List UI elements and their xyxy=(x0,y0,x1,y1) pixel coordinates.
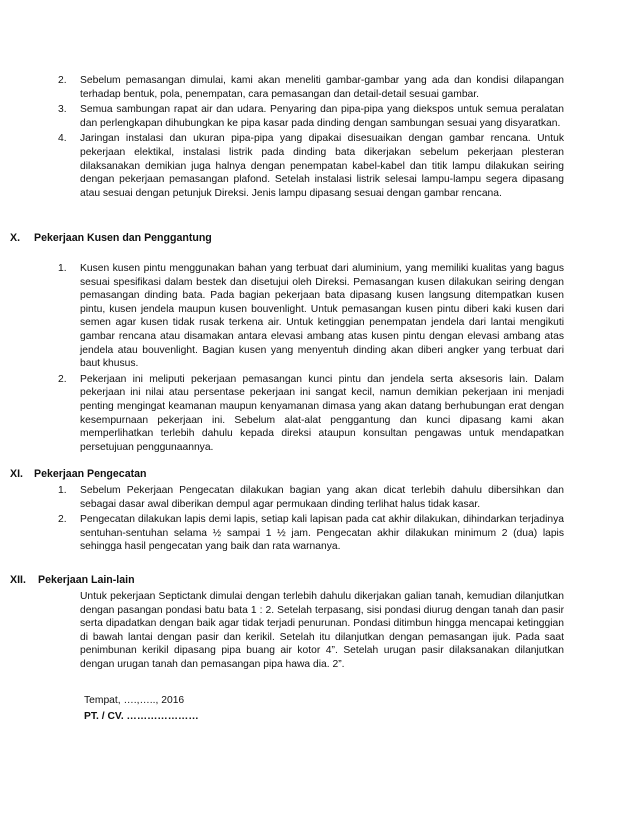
list-item xyxy=(0,484,638,511)
list-text: Kusen kusen pintu menggunakan bahan yang terbuat dari aluminium, yang memiliki kualitas yang bagus sesuai spesifikasi dalam bestek dan disetujui oleh Direksi. Pemasangan kusen dilakukan seiring dengan pemasangan dinding bata. Pada bagian pekerjaan bata dipasang kusen langsung ditempatkan kusen pintu, kusen jendela maupun kusen bouvenlight. Untuk pemasangan kusen pintu diberi kaki kusen dari semen agar kusen tidak rusak terkena air. Untuk ketinggian penempatan jendela dari lantai mengikuti gambar rencana atau disamakan antara elevasi ambang atas kusen pintu dengan elevasi ambang atas jendela atau bouvenlight. Bagian kusen yang menyentuh dinding akan diberi angker yang terbuat dari baut khusus. xyxy=(80,263,564,370)
list-number: 2. xyxy=(58,514,67,526)
section-number: XII. xyxy=(10,574,26,586)
list-text: Pengecatan dilakukan lapis demi lapis, setiap kali lapisan pada cat akhir dilakukan, dihindarkan terjadinya sentuhan-sentuhan selama ½ sampai 1 ½ jam. Pengecatan akhir dilakukan minimum 2 (dua) lapis sehingga hasil pengecatan yang baik dan rata warnanya. xyxy=(80,514,564,553)
list-text: Sebelum pemasangan dimulai, kami akan meneliti gambar-gambar yang ada dan kondisi dilapangan terhadap bentuk, pola, penempatan, cara pemasangan dan detail-detail sesuai gambar. xyxy=(80,75,564,100)
list-number: 4. xyxy=(58,133,67,145)
list-number: 3. xyxy=(58,104,67,116)
list-number: 2. xyxy=(58,373,67,385)
list-text: Sebelum Pekerjaan Pengecatan dilakukan bagian yang akan dicat terlebih dahulu dibersihkan dan sebagai dasar awal diberikan dempul agar permukaan dinding terlihat halus tidak kasar. xyxy=(80,485,564,510)
section-title: Pekerjaan Pengecatan xyxy=(34,468,147,480)
section-heading-x xyxy=(10,232,212,246)
list-text: Jaringan instalasi dan ukuran pipa-pipa yang dipakai disesuaikan dengan gambar rencana. Untuk pekerjaan elektikal, instalasi listrik pada dinding bata dikerjakan sebelum pekerjaan plesteran dilaksanakan demikian juga halnya dengan penempatan kabel-kabel dan titik lampu dilakukan seiring dengan pekerjaan pemasangan plafond. Setelah instalasi listrik selesai lampu-lampu segera dipasang atau sesuai dengan petunjuk Direksi. Jenis lampu dipasang sesuai dengan gambar rencana. xyxy=(80,133,564,199)
list-pengecatan xyxy=(0,484,638,554)
signature-company: PT. / CV. ………………… xyxy=(84,711,199,722)
section-number: X. xyxy=(10,232,21,244)
list-kusen xyxy=(0,262,638,454)
paragraph-lain-lain: Untuk pekerjaan Septictank dimulai dengan terlebih dahulu dikerjakan galian tanah, kemudian dilanjutkan dengan pasangan pondasi batu bata 1 : 2. Setelah terpasang, sisi pondasi diurug dengan tanah dan pasir serta dipadatkan dengan baik agar tidak terjadi penurunan. Pondasi ditimbun hingga mencapai ketinggian di bawah lantai dengan pasir dan kerikil. Setelah itu dilanjutkan dengan pemasangan ijuk. Pada saat penimbunan kerikil dipasang pipa buang air kotor 4”. Setelah urugan pasir dilaksanakan dilanjutkan dengan urugan tanah dan pemasangan pipa hawa dia. 2”. xyxy=(80,591,564,670)
list-text: Pekerjaan ini meliputi pekerjaan pemasangan kunci pintu dan jendela serta aksesoris lain. Dalam pekerjaan ini nilai atau persentase pekerjaan ini sangat kecil, namun demikian pekerjaan ini menjadi penting mengingat keamanan maupun kenyamanan dimasa yang akan datang berhubungan erat dengan kesempurnaan pekerjaan ini. Sebelum alat-alat penggantung dan kunci dipasang kami akan memperlihatkan terlebih dahulu kepada direksi ataupun konsultan pengawas untuk mendapatkan persetujuan penggunaannya. xyxy=(80,373,564,453)
list-item xyxy=(0,262,638,371)
list-text: Semua sambungan rapat air dan udara. Penyaring dan pipa-pipa yang diekspos untuk semua peralatan dan perlengkapan dihubungkan ke pipa kasar pada dinding dengan sambungan sesuai yang disyaratkan. xyxy=(80,104,564,129)
section-title: Pekerjaan Kusen dan Penggantung xyxy=(34,232,212,244)
list-item xyxy=(0,513,638,554)
section-heading-xi xyxy=(10,468,146,482)
signature-place-date: Tempat, ….,….., 2016 xyxy=(84,695,185,706)
list-item xyxy=(0,132,638,200)
list-number: 2. xyxy=(58,75,67,86)
list-number: 1. xyxy=(58,485,67,496)
section-title: Pekerjaan Lain-lain xyxy=(38,574,135,586)
list-item xyxy=(0,373,638,455)
section-number: XI. xyxy=(10,468,23,480)
list-continued xyxy=(0,74,638,200)
list-number: 1. xyxy=(58,263,67,274)
list-item xyxy=(0,74,638,101)
section-heading-xii xyxy=(10,574,135,588)
list-item xyxy=(0,103,638,130)
